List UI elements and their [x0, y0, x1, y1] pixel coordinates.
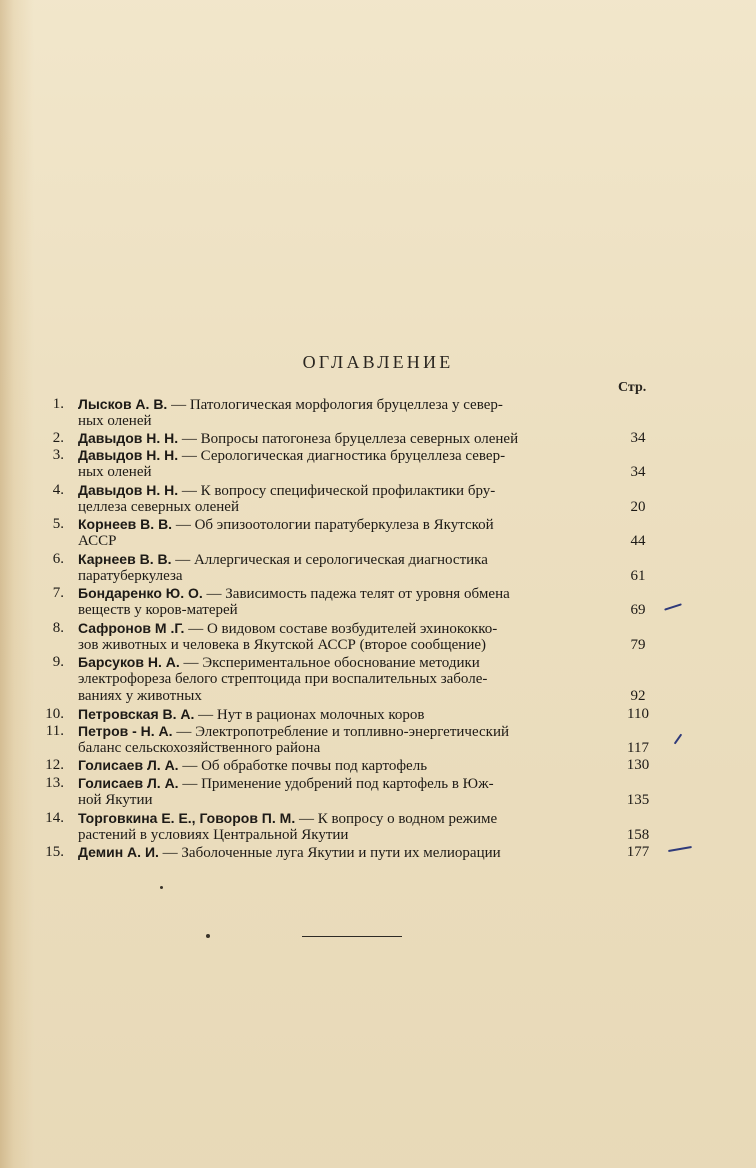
page-title: ОГЛАВЛЕНИЕ	[302, 352, 454, 372]
entry-page: 79	[630, 637, 646, 653]
entry-title: — Нут в рационах молочных коров	[194, 707, 425, 723]
entry-author: Давыдов Н. Н.	[78, 447, 179, 463]
entry-title: — Электропотребление и топливно-энергетический	[172, 724, 510, 740]
entry-title-cont: целлеза северных оленей	[78, 499, 239, 515]
entry-author: Голисаев Л. А.	[78, 757, 179, 773]
entry-title-cont: АССР	[78, 533, 117, 549]
entry-number: 9.	[52, 654, 64, 670]
entry-page: 61	[630, 568, 646, 584]
entry-number: 15.	[45, 844, 64, 860]
entry-title: — Патологическая морфология бруцеллеза у север-	[167, 397, 503, 413]
entry-number: 4.	[52, 482, 64, 498]
entry-page: 34	[630, 464, 646, 480]
entry-title-cont: ной Якутии	[78, 792, 153, 808]
entry-page: 135	[626, 792, 650, 808]
entry-title-cont: веществ у коров-матерей	[78, 602, 238, 618]
entry-title: — Серологическая диагностика бруцеллеза север-	[178, 448, 506, 464]
entry-author: Торговкина Е. Е., Говоров П. М.	[78, 810, 296, 826]
entry-page: 110	[627, 706, 649, 722]
entry-page: 130	[626, 757, 650, 773]
entry-page: 44	[630, 533, 646, 549]
entry-number: 7.	[52, 585, 64, 601]
entry-number: 14.	[45, 810, 64, 826]
entry-author: Петров - Н. А.	[78, 723, 173, 739]
entry-title: — Вопросы патогонеза бруцеллеза северных оленей	[178, 431, 519, 447]
entry-author: Карнеев В. В.	[78, 551, 172, 567]
entry-author: Барсуков Н. А.	[78, 654, 180, 670]
entry-author: Корнеев В. В.	[78, 516, 173, 532]
entry-title: — Аллергическая и серологическая диагностика	[171, 552, 488, 568]
entry-title-cont: электрофореза белого стрептоцида при воспалительных заболе-	[78, 671, 488, 687]
entry-number: 13.	[45, 775, 64, 791]
pen-mark	[668, 846, 692, 852]
entry-title-cont: ваниях у животных	[78, 688, 202, 704]
entry-number: 6.	[52, 551, 64, 567]
pen-mark	[664, 603, 682, 610]
entry-title-cont: растений в условиях Центральной Якутии	[78, 827, 349, 843]
entry-number: 12.	[45, 757, 64, 773]
entry-author: Демин А. И.	[78, 844, 159, 860]
entry-page: 92	[630, 688, 646, 704]
entry-title: — Об обработке почвы под картофель	[178, 758, 428, 774]
entry-title: — Применение удобрений под картофель в Юж-	[178, 776, 494, 792]
entry-title: — К вопросу о водном режиме	[295, 811, 498, 827]
entry-author: Давыдов Н. Н.	[78, 430, 179, 446]
pen-checkmark	[674, 734, 683, 745]
entry-number: 10.	[45, 706, 64, 722]
divider	[302, 936, 402, 937]
entry-title-cont: ных оленей	[78, 413, 152, 429]
entry-author: Голисаев Л. А.	[78, 775, 179, 791]
entry-title-cont: ных оленей	[78, 464, 152, 480]
entry-number: 2.	[52, 430, 64, 446]
entry-page: 177	[626, 844, 650, 860]
entry-page: 117	[627, 740, 649, 756]
entry-number: 1.	[52, 396, 64, 412]
page-column-label: Стр.	[618, 380, 647, 395]
entry-number: 8.	[52, 620, 64, 636]
entry-title-cont: паратуберкулеза	[78, 568, 183, 584]
ink-speck	[160, 886, 163, 889]
entry-title: — О видовом составе возбудителей эхинококко-	[184, 621, 498, 637]
entry-author: Сафронов М .Г.	[78, 620, 185, 636]
entry-author: Лысков А. В.	[78, 396, 168, 412]
entry-page: 20	[630, 499, 646, 515]
entry-page: 69	[630, 602, 646, 618]
entry-number: 3.	[52, 447, 64, 463]
entry-number: 11.	[45, 723, 64, 739]
entry-page: 34	[630, 430, 646, 446]
entry-author: Давыдов Н. Н.	[78, 482, 179, 498]
entry-title: — Об эпизоотологии паратуберкулеза в Якутской	[172, 517, 494, 533]
ink-speck	[206, 934, 210, 938]
entry-title: — К вопросу специфической профилактики бру-	[178, 483, 496, 499]
entry-number: 5.	[52, 516, 64, 532]
entry-title: — Экспериментальное обоснование методики	[179, 655, 480, 671]
entry-title-cont: зов животных и человека в Якутской АССР (второе сообщение)	[78, 637, 486, 653]
entry-author: Петровская В. А.	[78, 706, 195, 722]
entry-author: Бондаренко Ю. О.	[78, 585, 203, 601]
entry-title: — Зависимость падежа телят от уровня обмена	[202, 586, 510, 602]
entry-title: — Заболоченные луга Якутии и пути их мелиорации	[158, 845, 501, 861]
entry-page: 158	[626, 827, 650, 843]
entry-title-cont: баланс сельскохозяйственного района	[78, 740, 321, 756]
